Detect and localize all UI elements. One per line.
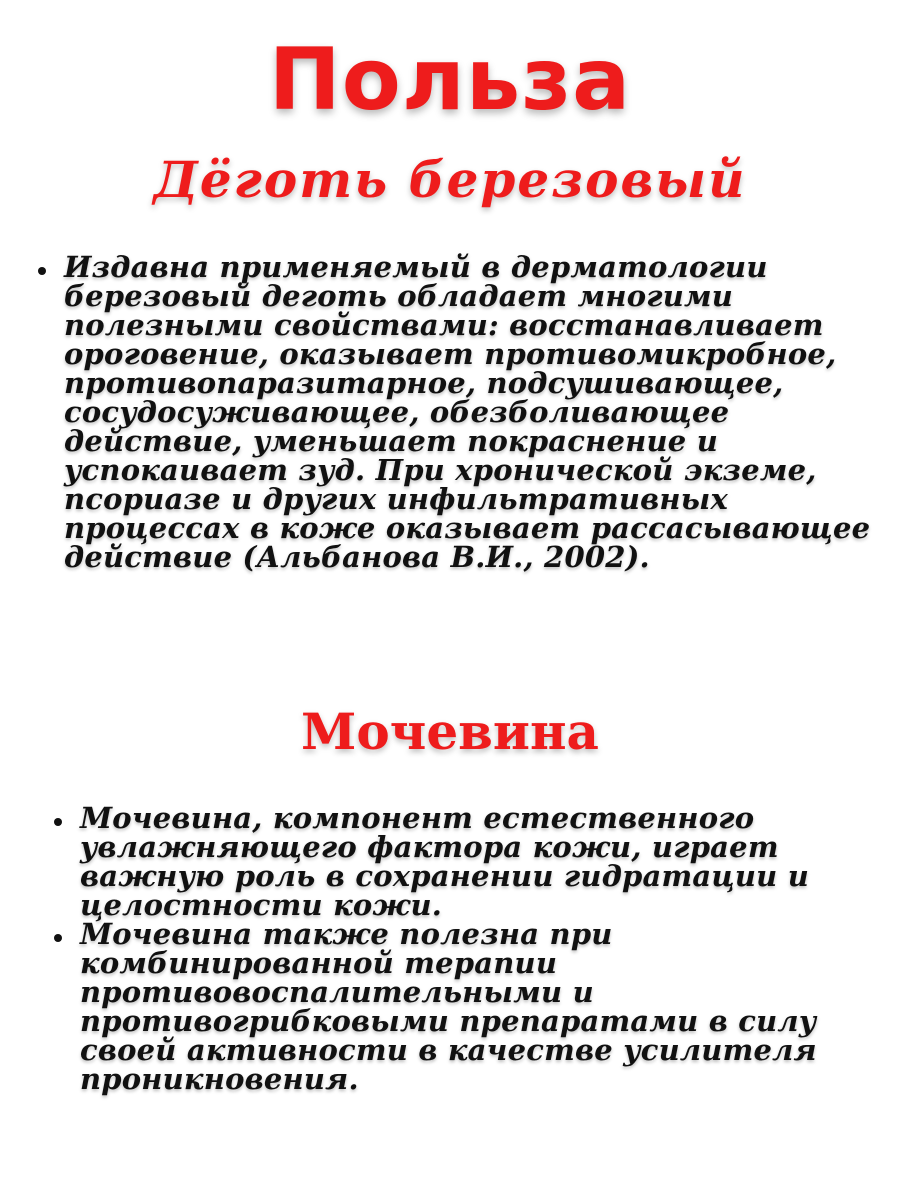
bullet-icon [54,934,62,942]
page-subtitle: Дёготь березовый [153,150,747,209]
list-item [80,917,896,1096]
list-item-text: Мочевина, компонент естественного увлажняющего фактора кожи, играет важную роль в сохранении гидратации и целостности кожи. [80,801,810,922]
list-item-text: Мочевина также полезна при комбинированной терапии противовоспалительными и противогрибковыми препаратами в силу своей активности в качестве усилителя проникновения. [80,917,817,1096]
list-item-text: Издавна применяемый в дерматологии березовый деготь обладает многими полезными свойствами: восстанавливает ороговение, оказывает противомикробное, противопаразитарное, подсушивающее, сосудосуживающее, обезболивающее действие, уменьшает покраснение и успокаивает зуд. При хронической экземе, псориазе и других инфильтративных процессах в коже оказывает рассасывающее действие (Альбанова В.И., 2002). [64,250,871,574]
bullet-icon [54,818,62,826]
list-item [64,250,894,574]
list-item [80,801,896,922]
tar-benefits-list [64,250,894,574]
bullet-icon [38,267,46,275]
section-title-urea: Мочевина [301,702,599,761]
page-title: Польза [268,30,632,130]
urea-benefits-list [80,801,896,1096]
